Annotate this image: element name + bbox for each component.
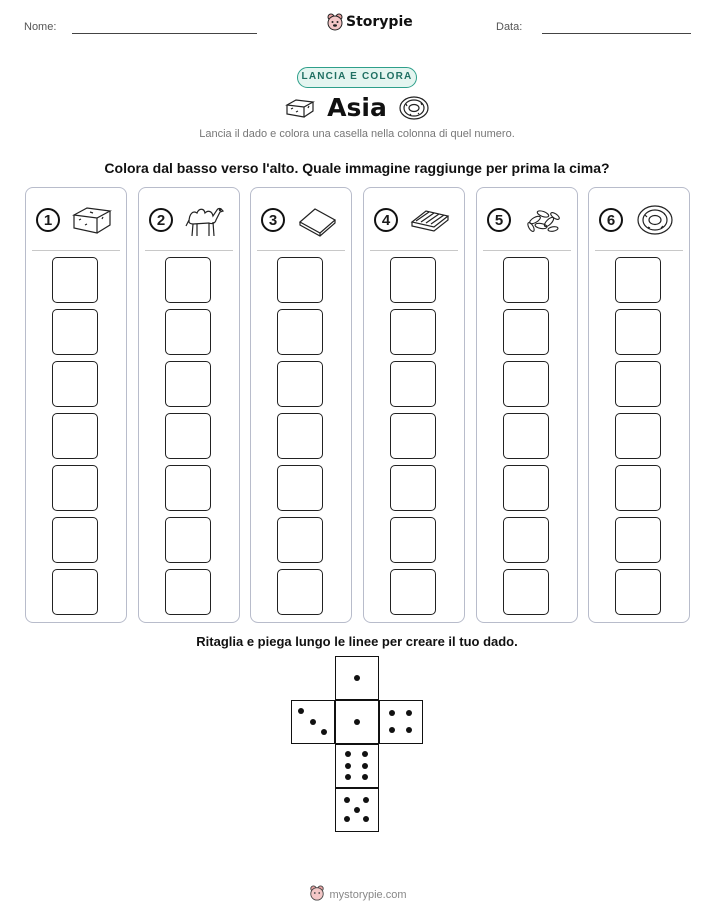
tofu-icon: [70, 202, 114, 238]
color-box[interactable]: [277, 309, 323, 355]
column-number: 2: [149, 208, 173, 232]
color-box[interactable]: [503, 465, 549, 511]
die-pip: [354, 807, 360, 813]
column-number: 5: [487, 208, 511, 232]
column-divider: [483, 250, 571, 251]
column-divider: [32, 250, 120, 251]
color-box[interactable]: [615, 257, 661, 303]
footer-url: mystorypie.com: [329, 889, 407, 901]
color-box[interactable]: [615, 413, 661, 459]
cut-instruction: Ritaglia e piega lungo le linee per creare il tuo dado.: [196, 634, 518, 649]
column-number: 3: [261, 208, 285, 232]
die-pip: [345, 763, 351, 769]
die-face-1: [335, 700, 379, 744]
subtitle: Lancia il dado e colora una casella nella colonna di quel numero.: [199, 128, 515, 140]
color-box[interactable]: [503, 309, 549, 355]
storypie-logo-icon: [326, 13, 344, 31]
column-2: [138, 187, 240, 623]
color-box[interactable]: [52, 361, 98, 407]
column-divider: [257, 250, 345, 251]
die-pip: [406, 727, 412, 733]
rice-cake-icon: [398, 94, 430, 122]
color-box[interactable]: [277, 413, 323, 459]
folded-cloth-icon: [408, 202, 452, 238]
color-box[interactable]: [165, 465, 211, 511]
color-box[interactable]: [503, 257, 549, 303]
name-line: [72, 33, 257, 34]
die-face-6: [335, 744, 379, 788]
color-box[interactable]: [52, 257, 98, 303]
die-pip: [362, 751, 368, 757]
color-box[interactable]: [390, 569, 436, 615]
color-box[interactable]: [165, 517, 211, 563]
question-text: Colora dal basso verso l'alto. Quale immagine raggiunge per prima la cima?: [104, 160, 610, 176]
color-box[interactable]: [615, 309, 661, 355]
column-number: 1: [36, 208, 60, 232]
color-box[interactable]: [277, 517, 323, 563]
color-box[interactable]: [165, 309, 211, 355]
color-box[interactable]: [52, 413, 98, 459]
die-pip: [406, 710, 412, 716]
die-face-4: [379, 700, 423, 744]
column-6: [588, 187, 690, 623]
color-box[interactable]: [615, 361, 661, 407]
color-box[interactable]: [52, 517, 98, 563]
die-face-3: [291, 700, 335, 744]
die-pip: [344, 797, 350, 803]
color-box[interactable]: [390, 257, 436, 303]
page-title: Asia: [327, 93, 387, 122]
rice-cake-icon: [633, 202, 677, 238]
color-box[interactable]: [390, 413, 436, 459]
color-box[interactable]: [615, 517, 661, 563]
date-line: [542, 33, 691, 34]
die-pip: [363, 816, 369, 822]
column-number: 6: [599, 208, 623, 232]
color-box[interactable]: [390, 465, 436, 511]
date-label: Data:: [496, 21, 523, 33]
rice-grains-icon: [521, 202, 565, 238]
color-box[interactable]: [277, 361, 323, 407]
name-label: Nome:: [24, 21, 57, 33]
column-divider: [370, 250, 458, 251]
die-pip: [310, 719, 316, 725]
die-pip: [362, 763, 368, 769]
die-pip: [298, 708, 304, 714]
color-box[interactable]: [277, 257, 323, 303]
color-box[interactable]: [165, 569, 211, 615]
die-pip: [354, 719, 360, 725]
color-box[interactable]: [503, 413, 549, 459]
activity-badge: LANCIA E COLORA: [297, 67, 417, 88]
die-pip: [354, 675, 360, 681]
die-pip: [321, 729, 327, 735]
die-pip: [389, 727, 395, 733]
color-box[interactable]: [615, 465, 661, 511]
die-pip: [363, 797, 369, 803]
column-1: [25, 187, 127, 623]
color-box[interactable]: [503, 569, 549, 615]
color-box[interactable]: [503, 517, 549, 563]
camel-icon: [183, 202, 227, 238]
column-5: [476, 187, 578, 623]
color-box[interactable]: [390, 361, 436, 407]
die-face-1: [335, 656, 379, 700]
color-box[interactable]: [52, 569, 98, 615]
color-box[interactable]: [52, 465, 98, 511]
column-divider: [145, 250, 233, 251]
die-pip: [389, 710, 395, 716]
die-pip: [345, 774, 351, 780]
color-box[interactable]: [390, 309, 436, 355]
die-face-5: [335, 788, 379, 832]
die-pip: [345, 751, 351, 757]
column-divider: [595, 250, 683, 251]
color-box[interactable]: [165, 413, 211, 459]
die-pip: [344, 816, 350, 822]
color-box[interactable]: [277, 569, 323, 615]
color-box[interactable]: [390, 517, 436, 563]
die-pip: [362, 774, 368, 780]
column-3: [250, 187, 352, 623]
color-box[interactable]: [615, 569, 661, 615]
color-box[interactable]: [52, 309, 98, 355]
column-4: [363, 187, 465, 623]
color-box[interactable]: [165, 257, 211, 303]
column-number: 4: [374, 208, 398, 232]
brand-name: Storypie: [346, 14, 413, 30]
nori-icon: [295, 202, 339, 238]
color-box[interactable]: [503, 361, 549, 407]
color-box[interactable]: [165, 361, 211, 407]
color-box[interactable]: [277, 465, 323, 511]
